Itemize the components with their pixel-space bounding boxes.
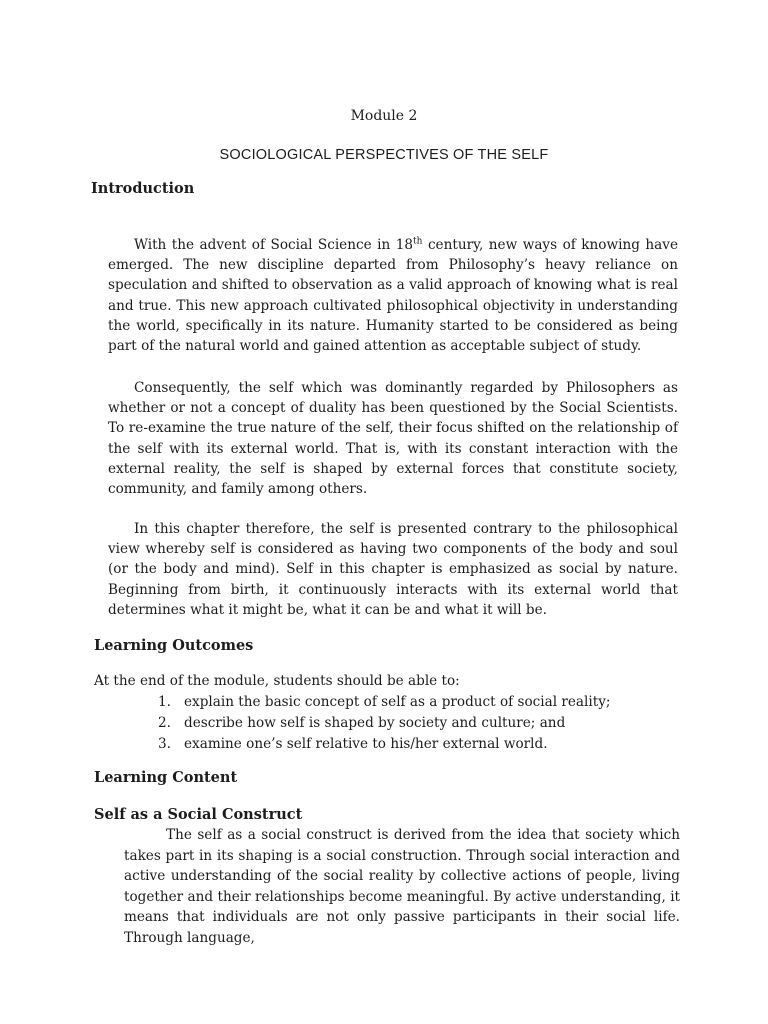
introduction-paragraph-1	[108, 235, 678, 356]
page-title: SOCIOLOGICAL PERSPECTIVES OF THE SELF	[219, 147, 549, 163]
social-construct-paragraph	[124, 825, 680, 949]
social-construct-text: The self as a social construct is derived from the idea that society which takes part in its shaping is a social construction. Through social interaction and active understanding of the social reality by collective actions of people, living together and their relationships become meaningful. By active understanding, it means that individuals are not only passive participants in their social life. Through language,	[124, 827, 680, 946]
introduction-paragraph-2	[108, 378, 678, 499]
introduction-heading: Introduction	[91, 180, 195, 197]
list-item-number: 1.	[158, 694, 171, 710]
list-item	[158, 713, 610, 734]
list-item-text: explain the basic concept of self as a product of social reality;	[184, 694, 611, 710]
list-item-text: describe how self is shaped by society and culture; and	[184, 715, 566, 731]
introduction-paragraph-3	[108, 519, 678, 620]
list-item-text: examine one’s self relative to his/her external world.	[184, 736, 548, 752]
list-item-number: 2.	[158, 715, 171, 731]
learning-content-heading: Learning Content	[94, 769, 238, 786]
intro-p1-post: century, new ways of knowing have emerged. The new discipline departed from Philosophy’s heavy reliance on speculation and shifted to observation as a valid approach of knowing what is real and true. This new approach cultivated philosophical objectivity in understanding the world, specifically in its nature. Humanity started to be considered as being part of the natural world and gained attention as acceptable subject of study.	[108, 237, 678, 355]
intro-p1-superscript: th	[413, 236, 423, 247]
learning-outcomes-intro: At the end of the module, students should be able to:	[94, 673, 460, 689]
intro-p2-text: Consequently, the self which was dominantly regarded by Philosophers as whether or not a concept of duality has been questioned by the Social Scientists. To re-examine the true nature of the self, their focus shifted on the relationship of the self with its external world. That is, with its constant interaction with the external reality, the self is shaped by external forces that constitute society, community, and family among others.	[108, 380, 678, 498]
list-item	[158, 692, 610, 713]
intro-p1-pre: With the advent of Social Science in 18	[134, 237, 414, 253]
intro-p3-text: In this chapter therefore, the self is presented contrary to the philosophical view whereby self is considered as having two components of the body and soul (or the body and mind). Self in this chapter is emphasized as social by nature. Beginning from birth, it continuously interacts with its external world that determines what it might be, what it can be and what it will be.	[108, 521, 678, 618]
module-label: Module 2	[350, 108, 418, 124]
list-item	[158, 734, 610, 755]
list-item-number: 3.	[158, 736, 171, 752]
learning-outcomes-heading: Learning Outcomes	[94, 637, 254, 654]
learning-outcomes-list	[158, 692, 610, 755]
social-construct-heading: Self as a Social Construct	[94, 806, 303, 823]
